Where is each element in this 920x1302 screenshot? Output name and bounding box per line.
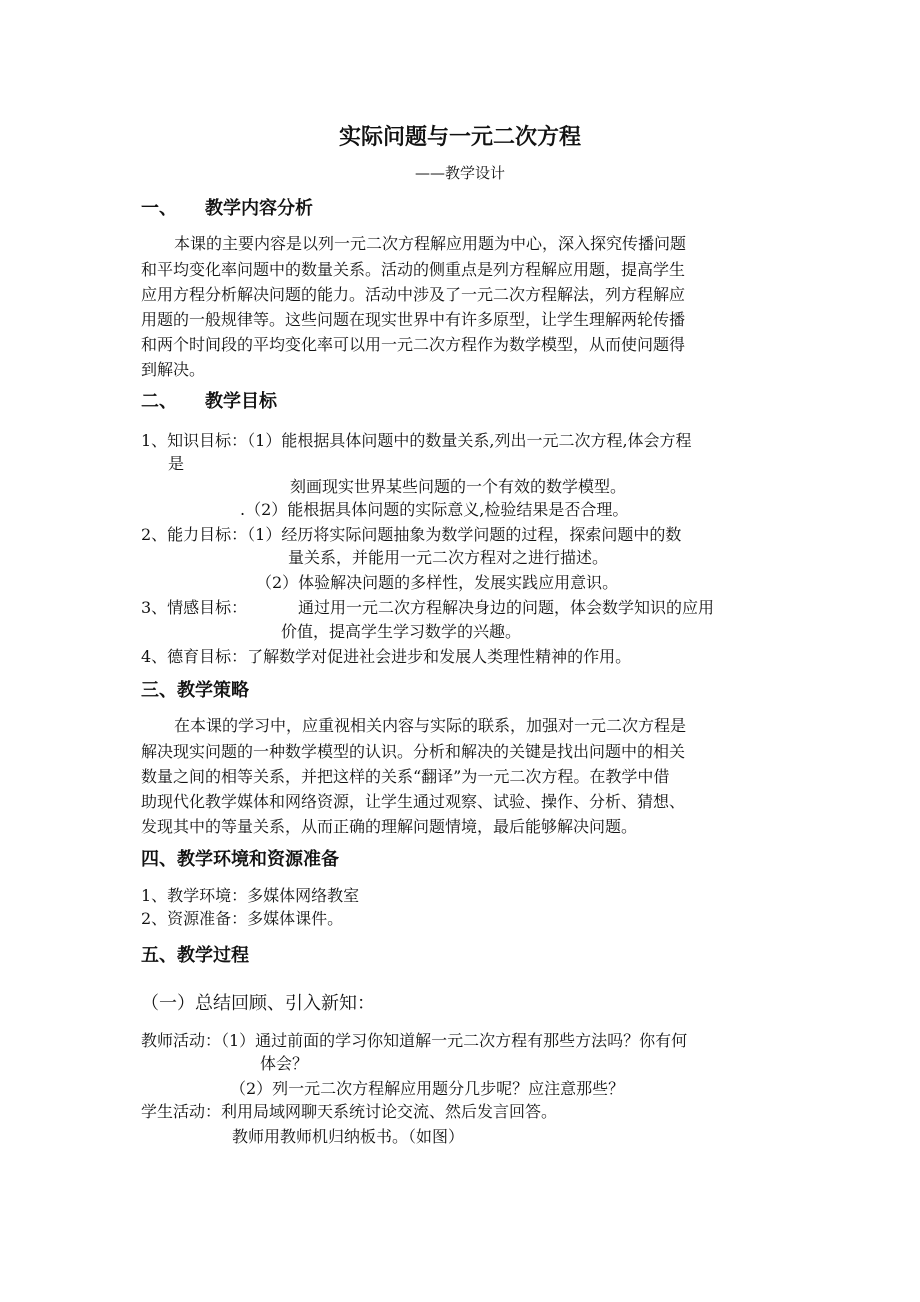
section-3-line: 发现其中的等量关系，从而正确的理解问题情境，最后能够解决问题。 [141, 817, 638, 836]
section-5-heading: 五、教学过程 [141, 945, 249, 966]
section-3-line: 数量之间的相等关系，并把这样的关系“翻译”为一元二次方程。在教学中借 [141, 767, 670, 786]
teacher-activity-2: （2）列一元二次方程解应用题分几步呢？应注意那些？ [230, 1079, 625, 1098]
document-title: 实际问题与一元二次方程 [338, 124, 581, 150]
section-3-line: 在本课的学习中，应重视相关内容与实际的联系，加强对一元二次方程是 [174, 716, 687, 735]
section-1-line: 本课的主要内容是以列一元二次方程解应用题为中心，深入探究传播问题 [174, 234, 687, 253]
section-1-line: 和两个时间段的平均变化率可以用一元二次方程作为数学模型，从而使问题得 [141, 335, 686, 354]
moral-goal: 4、德育目标：了解数学对促进社会进步和发展人类理性精神的作用。 [141, 647, 632, 666]
ability-goal-2: （2）体验解决问题的多样性，发展实践应用意识。 [256, 573, 619, 592]
knowledge-goal-2: .（2）能根据具体问题的实际意义,检验结果是否合理。 [240, 500, 629, 519]
teacher-activity-1-cont: 体会？ [260, 1054, 309, 1073]
section-3-line: 助现代化教学媒体和网络资源，让学生通过观察、试验、操作、分析、猜想、 [141, 792, 686, 811]
teacher-activity-1: 教师活动：（1）通过前面的学习你知道解一元二次方程有那些方法吗？你有何 [141, 1031, 688, 1050]
section-1-number: 一、 [141, 198, 177, 219]
document-subtitle: ——教学设计 [414, 164, 505, 182]
environment-line: 1、教学环境：多媒体网络教室 [141, 886, 360, 905]
resource-line: 2、资源准备：多媒体课件。 [141, 909, 344, 928]
section-1-line: 到解决。 [141, 360, 206, 379]
section-2-title: 教学目标 [205, 391, 277, 412]
subsection-heading: （一）总结回顾、引入新知： [141, 993, 375, 1014]
emotion-goal-cont: 价值，提高学生学习数学的兴趣。 [281, 622, 522, 641]
student-activity: 学生活动：利用局域网聊天系统讨论交流、然后发言回答。 [141, 1102, 558, 1121]
section-2-number: 二、 [141, 391, 177, 412]
section-1-line: 和平均变化率问题中的数量关系。活动的侧重点是列方程解应用题，提高学生 [141, 260, 686, 279]
section-1-line: 用题的一般规律等。这些问题在现实世界中有许多原型，让学生理解两轮传播 [141, 310, 686, 329]
teacher-board-note: 教师用教师机归纳板书。（如图） [232, 1127, 465, 1146]
section-1-line: 应用方程分析解决问题的能力。活动中涉及了一元二次方程解法，列方程解应 [141, 285, 686, 304]
knowledge-goal-1-cont: 是 [168, 454, 185, 473]
section-2-heading [141, 389, 277, 415]
section-1-heading [141, 196, 313, 222]
ability-goal-1-cont: 量关系，并能用一元二次方程对之进行描述。 [288, 548, 609, 567]
section-3-heading: 三、教学策略 [141, 680, 249, 701]
section-1-title: 教学内容分析 [205, 198, 313, 219]
emotion-goal-label: 3、情感目标： [141, 598, 248, 617]
knowledge-goal-1-cont2: 刻画现实世界某些问题的一个有效的数学模型。 [290, 477, 627, 496]
ability-goal-1: 2、能力目标：（1）经历将实际问题抽象为数学问题的过程，探索问题中的数 [141, 525, 682, 544]
knowledge-goal-1: 1、知识目标：（1）能根据具体问题中的数量关系,列出一元二次方程,体会方程 [141, 431, 692, 450]
emotion-goal-text: 通过用一元二次方程解决身边的问题，体会数学知识的应用 [298, 598, 715, 617]
section-3-line: 解决现实问题的一种数学模型的认识。分析和解决的关键是找出问题中的相关 [141, 742, 686, 761]
section-4-heading: 四、教学环境和资源准备 [141, 849, 339, 870]
